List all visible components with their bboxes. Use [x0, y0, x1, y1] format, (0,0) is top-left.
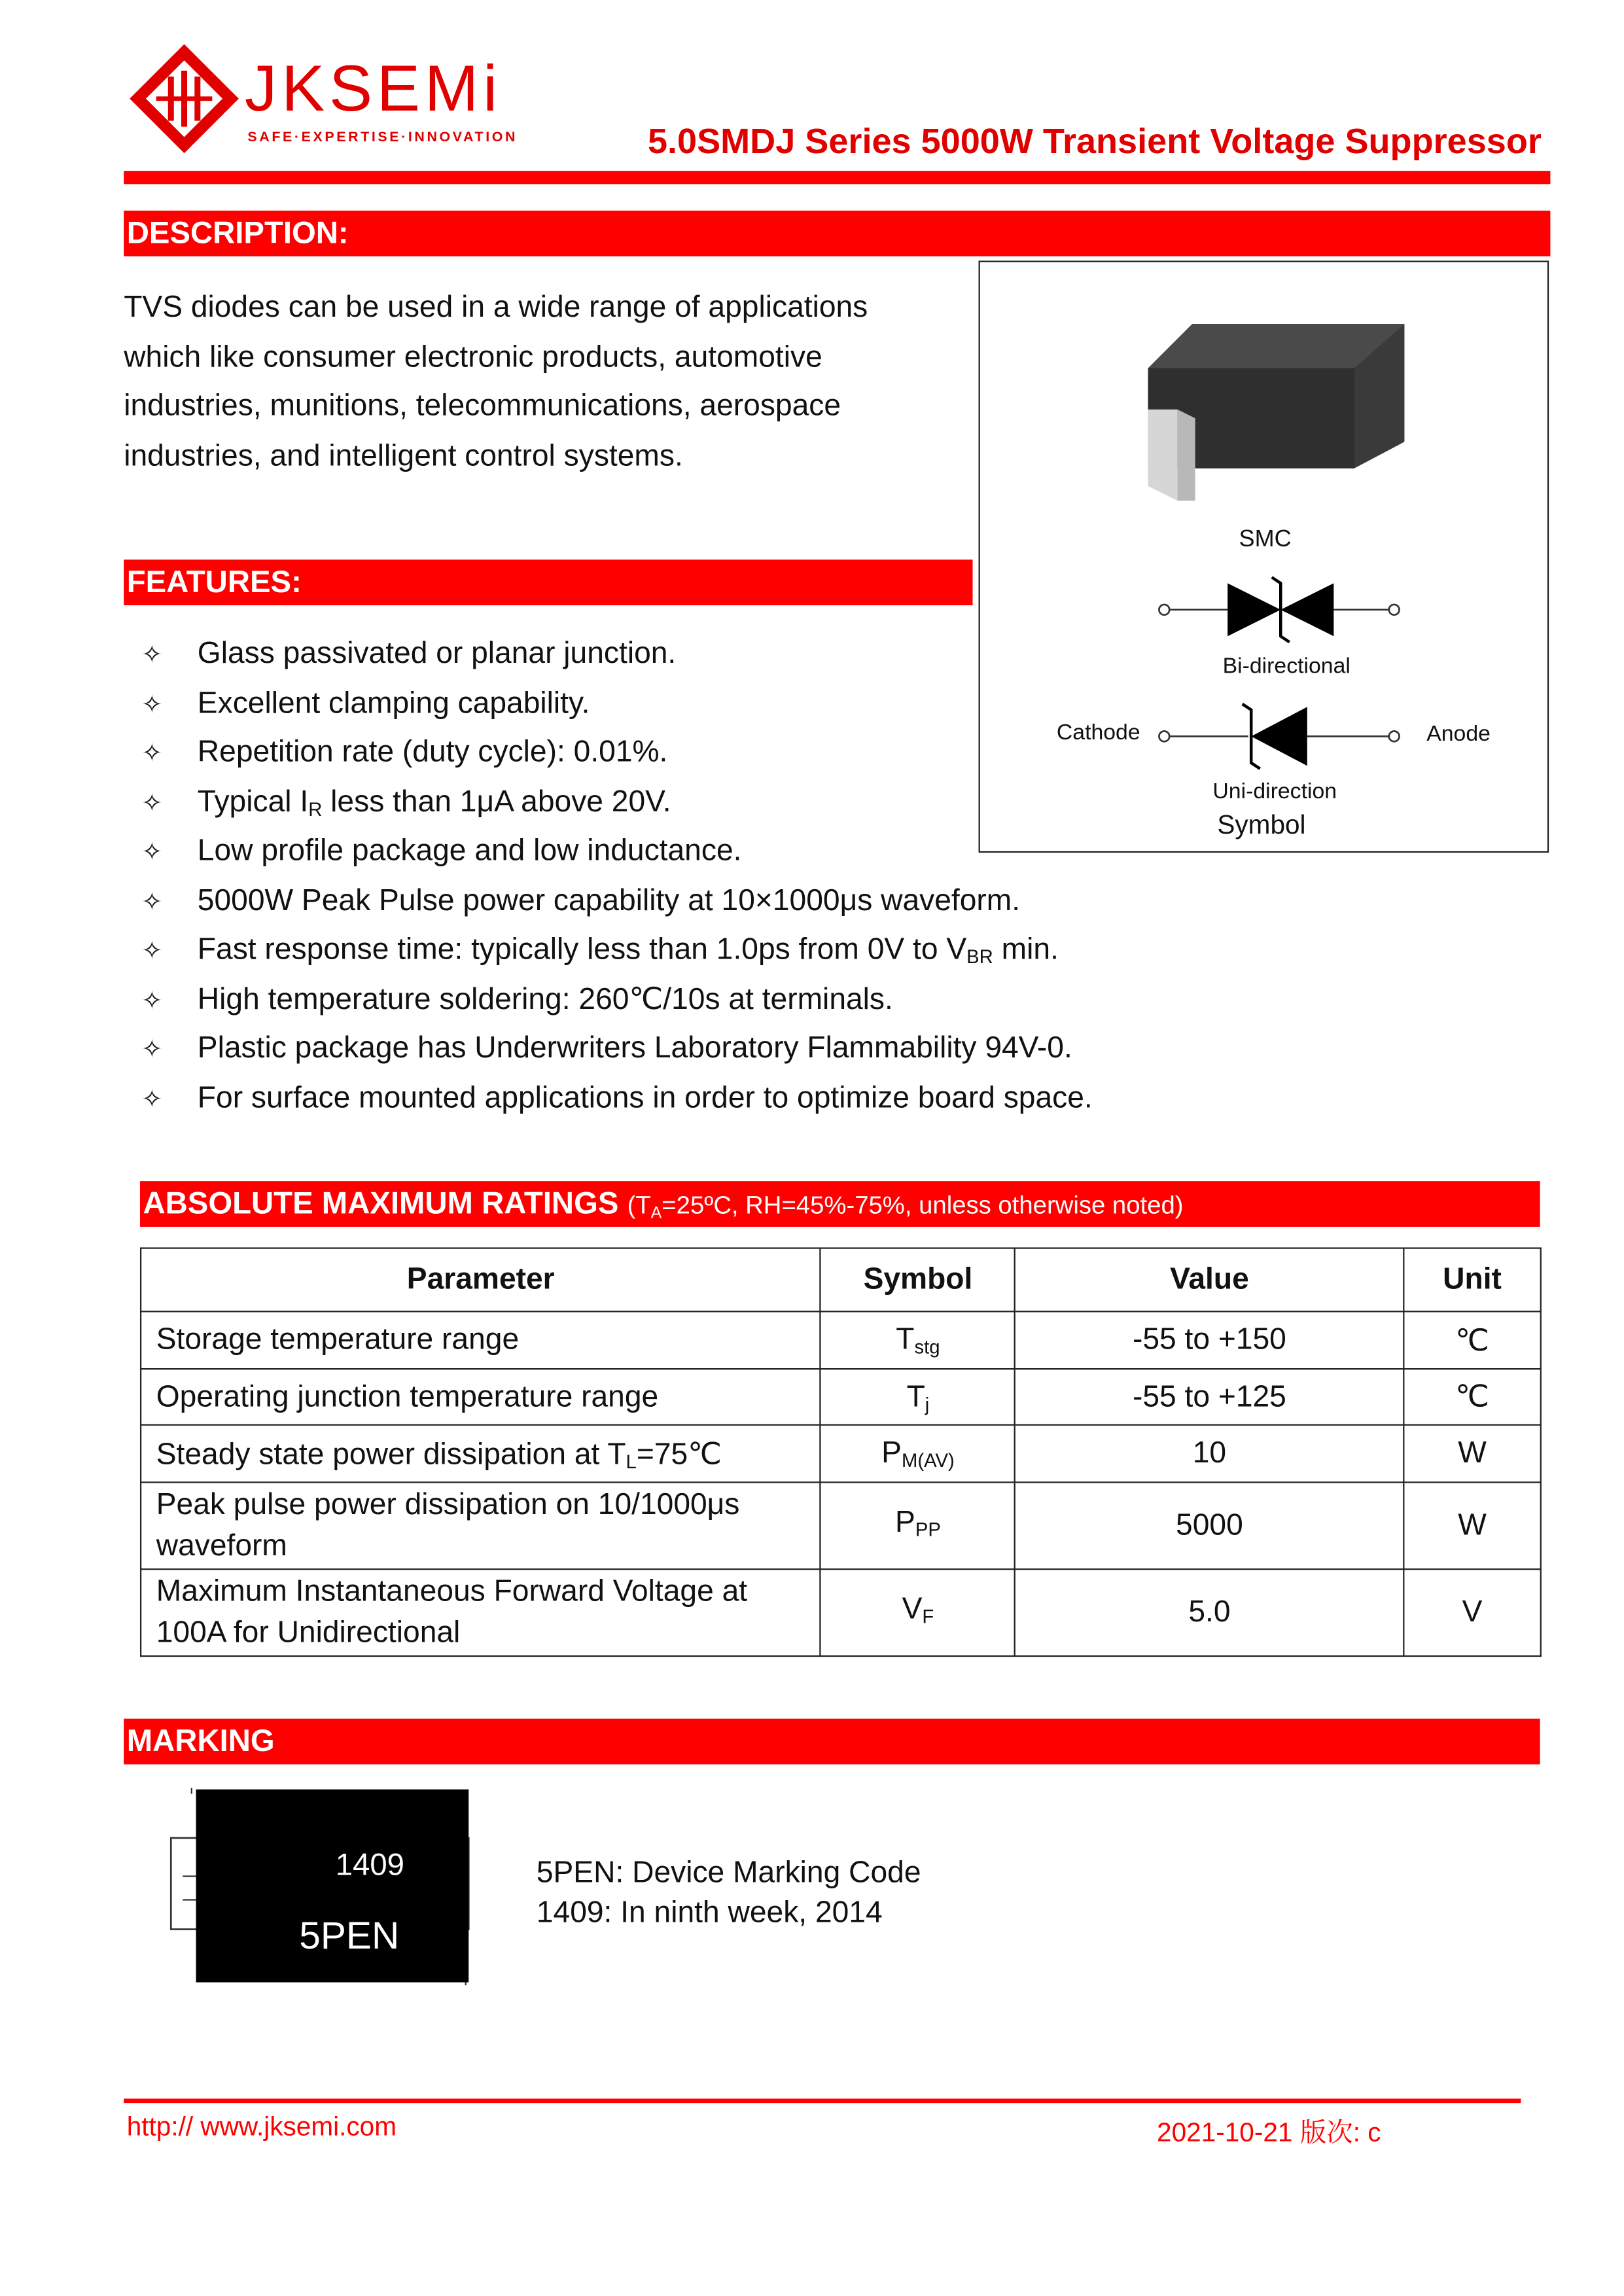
four-point-star-bullet-icon: ✧: [141, 936, 163, 965]
header-rule: [124, 171, 1550, 184]
footer-version: 2021-10-21 版次: c: [1157, 2117, 1381, 2147]
ratings-conditions: ($T_A=25ºC$, RH=45%-75%, unless otherwise noted): [627, 1191, 1184, 1223]
feature-item: ✧ 5000W Peak Pulse power capability at 10×1000μs waveform.: [141, 882, 1020, 922]
ratings-table: [140, 1247, 1542, 1657]
symbol-cell: $P_{PP}$: [821, 1482, 1015, 1569]
column-header: Parameter: [141, 1248, 821, 1312]
package-symbol-box: [979, 260, 1549, 853]
four-point-star-bullet-icon: ✧: [141, 888, 163, 916]
table-row: [141, 1569, 1541, 1656]
symbol-label: Symbol: [1217, 809, 1306, 839]
marking-legend-line: 1409: In ninth week, 2014: [536, 1895, 883, 1930]
parameter-cell: Operating junction temperature range: [141, 1369, 821, 1425]
description-text: [124, 283, 868, 480]
parameter-cell: Steady state power dissipation at $T_L=75℃$: [141, 1425, 821, 1483]
value-cell: 5000: [1015, 1482, 1404, 1569]
features-heading: FEATURES:: [124, 559, 972, 605]
anode-label: Anode: [1426, 721, 1491, 747]
uni-direction-label: Uni-direction: [1212, 779, 1337, 804]
chip-part-code: 5PEN: [299, 1913, 400, 1958]
four-point-star-bullet-icon: ✧: [141, 1085, 163, 1114]
description-line: industries, and intelligent control systems.: [124, 438, 683, 472]
unit-cell: ℃: [1403, 1369, 1540, 1425]
column-header: Symbol: [821, 1248, 1015, 1312]
logo-tagline: SAFE·EXPERTISE·INNOVATION: [247, 130, 518, 146]
bidirectional-diode-symbol-icon: [1154, 574, 1405, 651]
four-point-star-bullet-icon: ✧: [141, 739, 163, 768]
package-label: SMC: [1239, 527, 1292, 553]
parameter-cell: Storage temperature range: [141, 1311, 821, 1369]
unidirectional-diode-symbol-icon: [1154, 698, 1405, 775]
marking-legend-line: 5PEN: Device Marking Code: [536, 1856, 921, 1890]
marking-legend: [537, 1853, 921, 1933]
table-header-row: [141, 1248, 1541, 1312]
feature-item: ✧ Excellent clamping capability.: [141, 685, 590, 725]
symbol-cell: $T_{stg}$: [821, 1311, 1015, 1369]
symbol-cell: $V_F$: [821, 1569, 1015, 1656]
description-line: which like consumer electronic products, automotive: [124, 339, 822, 374]
unit-cell: W: [1403, 1482, 1540, 1569]
column-header: Value: [1015, 1248, 1404, 1312]
feature-item: ✧ Typical $I_R$ less than 1μA above 20V.: [141, 783, 671, 829]
parameter-cell: Peak pulse power dissipation on 10/1000μs waveform: [141, 1482, 821, 1569]
feature-item: ✧ Repetition rate (duty cycle): 0.01%.: [141, 733, 667, 773]
four-point-star-bullet-icon: ✧: [141, 1035, 163, 1064]
table-row: [141, 1425, 1541, 1483]
description-line: TVS diodes can be used in a wide range of applications: [124, 290, 868, 325]
four-point-star-bullet-icon: ✧: [141, 789, 163, 818]
feature-item: ✧ Plastic package has Underwriters Laboratory Flammability 94V-0.: [141, 1029, 1072, 1069]
feature-item: ✧ Low profile package and low inductance.: [141, 832, 741, 872]
parameter-cell: Maximum Instantaneous Forward Voltage at 100A for Unidirectional: [141, 1569, 821, 1656]
smc-package-icon: [1133, 321, 1413, 505]
marking-chip: [196, 1790, 469, 1983]
value-cell: -55 to +150: [1015, 1311, 1404, 1369]
footer-url-link[interactable]: http:// www.jksemi.com: [126, 2111, 397, 2142]
description-heading: DESCRIPTION:: [124, 211, 1550, 256]
four-point-star-bullet-icon: ✧: [141, 641, 163, 669]
feature-item: ✧ Glass passivated or planar junction.: [141, 635, 676, 675]
jksemi-logo-icon: [127, 41, 242, 156]
unit-cell: ℃: [1403, 1311, 1540, 1369]
value-cell: 10: [1015, 1425, 1404, 1483]
bi-directional-label: Bi-directional: [1222, 654, 1350, 679]
ratings-heading: ABSOLUTE MAXIMUM RATINGS: [143, 1187, 619, 1221]
feature-item: ✧ High temperature soldering: 260℃/10s at terminals.: [141, 981, 893, 1021]
table-row: [141, 1311, 1541, 1369]
chip-date-code: 1409: [335, 1848, 404, 1882]
table-row: [141, 1482, 1541, 1569]
four-point-star-bullet-icon: ✧: [141, 838, 163, 866]
footer-rule: [124, 2098, 1521, 2103]
ratings-heading-bar: [140, 1181, 1540, 1227]
four-point-star-bullet-icon: ✧: [141, 987, 163, 1015]
logo-wordmark: JKSEMi: [244, 53, 502, 126]
unit-cell: V: [1403, 1569, 1540, 1656]
column-header: Unit: [1403, 1248, 1540, 1312]
unit-cell: W: [1403, 1425, 1540, 1483]
marking-heading: MARKING: [124, 1719, 1540, 1765]
value-cell: -55 to +125: [1015, 1369, 1404, 1425]
table-row: [141, 1369, 1541, 1425]
four-point-star-bullet-icon: ✧: [141, 690, 163, 719]
value-cell: 5.0: [1015, 1569, 1404, 1656]
feature-item: ✧ For surface mounted applications in order to optimize board space.: [141, 1080, 1093, 1120]
feature-item: ✧ Fast response time: typically less than 1.0ps from 0V to $V_{BR}$ min.: [141, 931, 1059, 977]
symbol-cell: $P_{M(AV)}$: [821, 1425, 1015, 1483]
description-line: industries, munitions, telecommunications, aerospace: [124, 389, 841, 423]
symbol-cell: $T_j$: [821, 1369, 1015, 1425]
document-title: 5.0SMDJ Series 5000W Transient Voltage Suppressor: [647, 122, 1542, 162]
cathode-label: Cathode: [1056, 720, 1140, 745]
